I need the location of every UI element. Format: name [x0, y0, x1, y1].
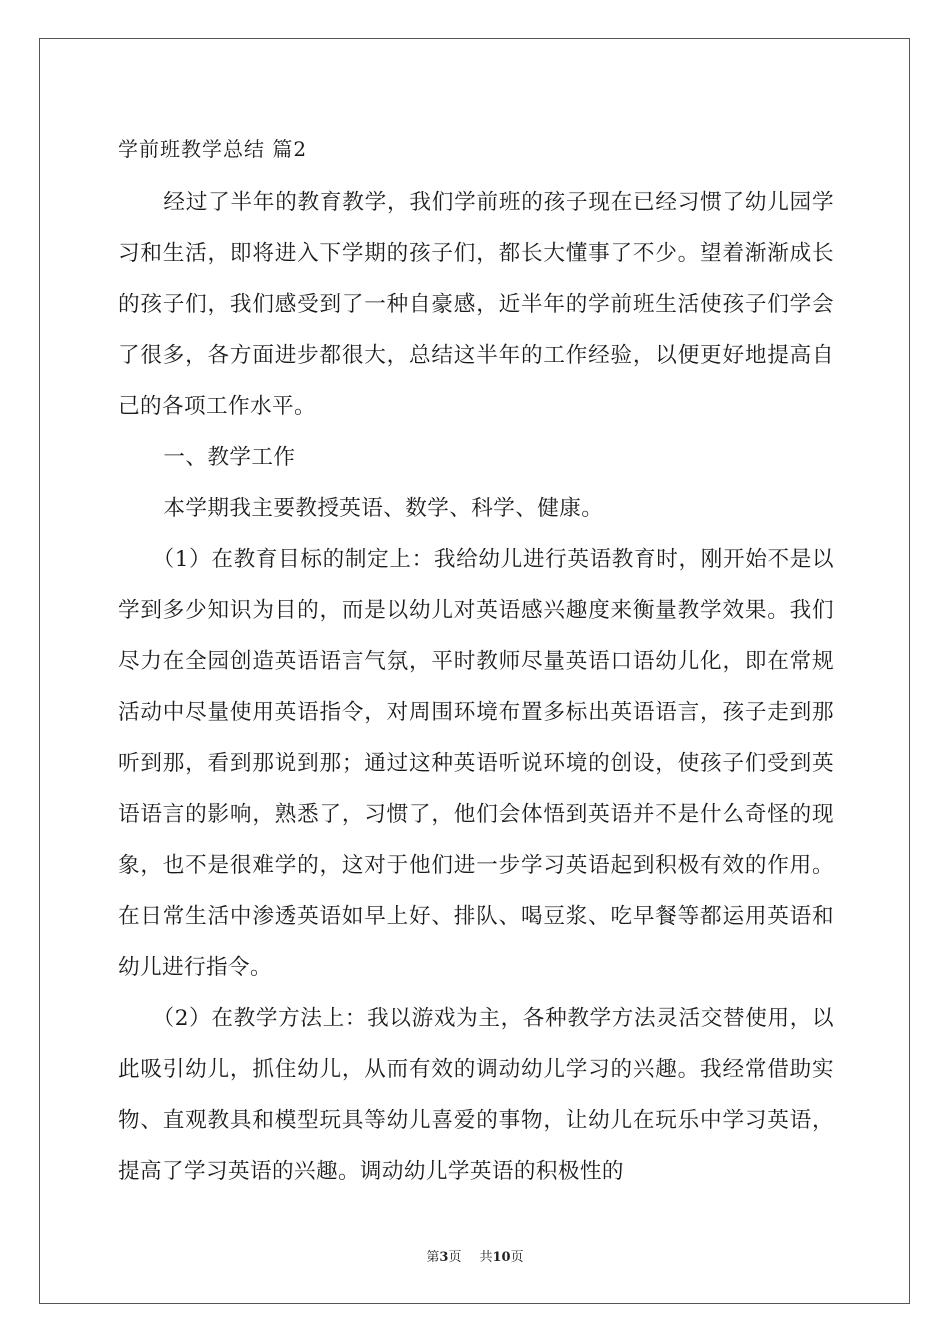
total-pages-count: 10	[492, 1250, 511, 1265]
page-number-current: 3	[439, 1250, 449, 1265]
paragraph-goals: （1）在教育目标的制定上：我给幼儿进行英语教育时，刚开始不是以学到多少知识为目的，而是以幼儿对英语感兴趣度来衡量教学效果。我们尽力在全园创造英语语言气氛，平时教师尽量英语口语幼儿化，即在常规活动中尽量使用英语指令，对周围环境布置多标出英语语言，孩子走到那听到那，看到那说到那；通过这种英语听说环境的创设，使孩子们受到英语语言的影响，熟悉了，习惯了，他们会体悟到英语并不是什么奇怪的现象，也不是很难学的，这对于他们进一步学习英语起到积极有效的作用。在日常生活中渗透英语如早上好、排队、喝豆浆、吃早餐等都运用英语和幼儿进行指令。	[118, 547, 834, 980]
document-title: 学前班教学总结 篇2	[118, 137, 308, 161]
paragraph-methods: （2）在教学方法上：我以游戏为主，各种教学方法灵活交替使用，以此吸引幼儿，抓住幼儿，从而有效的调动幼儿学习的兴趣。我经常借助实物、直观教具和模型玩具等幼儿喜爱的事物，让幼儿在玩乐中学习英语，提高了学习英语的兴趣。调动幼儿学英语的积极性的	[118, 1006, 834, 1184]
page-footer	[0, 1246, 950, 1265]
section-heading-teaching: 一、教学工作	[163, 445, 296, 470]
paragraph-subjects: 本学期我主要教授英语、数学、科学、健康。	[163, 496, 604, 521]
page-number-prefix: 第	[426, 1250, 440, 1265]
paragraph-intro: 经过了半年的教育教学，我们学前班的孩子现在已经习惯了幼儿园学习和生活，即将进入下学期的孩子们，都长大懂事了不少。望着渐渐成长的孩子们，我们感受到了一种自豪感，近半年的学前班生活使孩子们学会了很多，各方面进步都很大，总结这半年的工作经验，以便更好地提高自己的各项工作水平。	[118, 190, 834, 419]
page-number-suffix: 页	[448, 1250, 462, 1265]
total-pages-prefix: 共	[479, 1250, 493, 1265]
total-pages-suffix: 页	[510, 1250, 524, 1265]
document-body	[118, 127, 834, 1197]
